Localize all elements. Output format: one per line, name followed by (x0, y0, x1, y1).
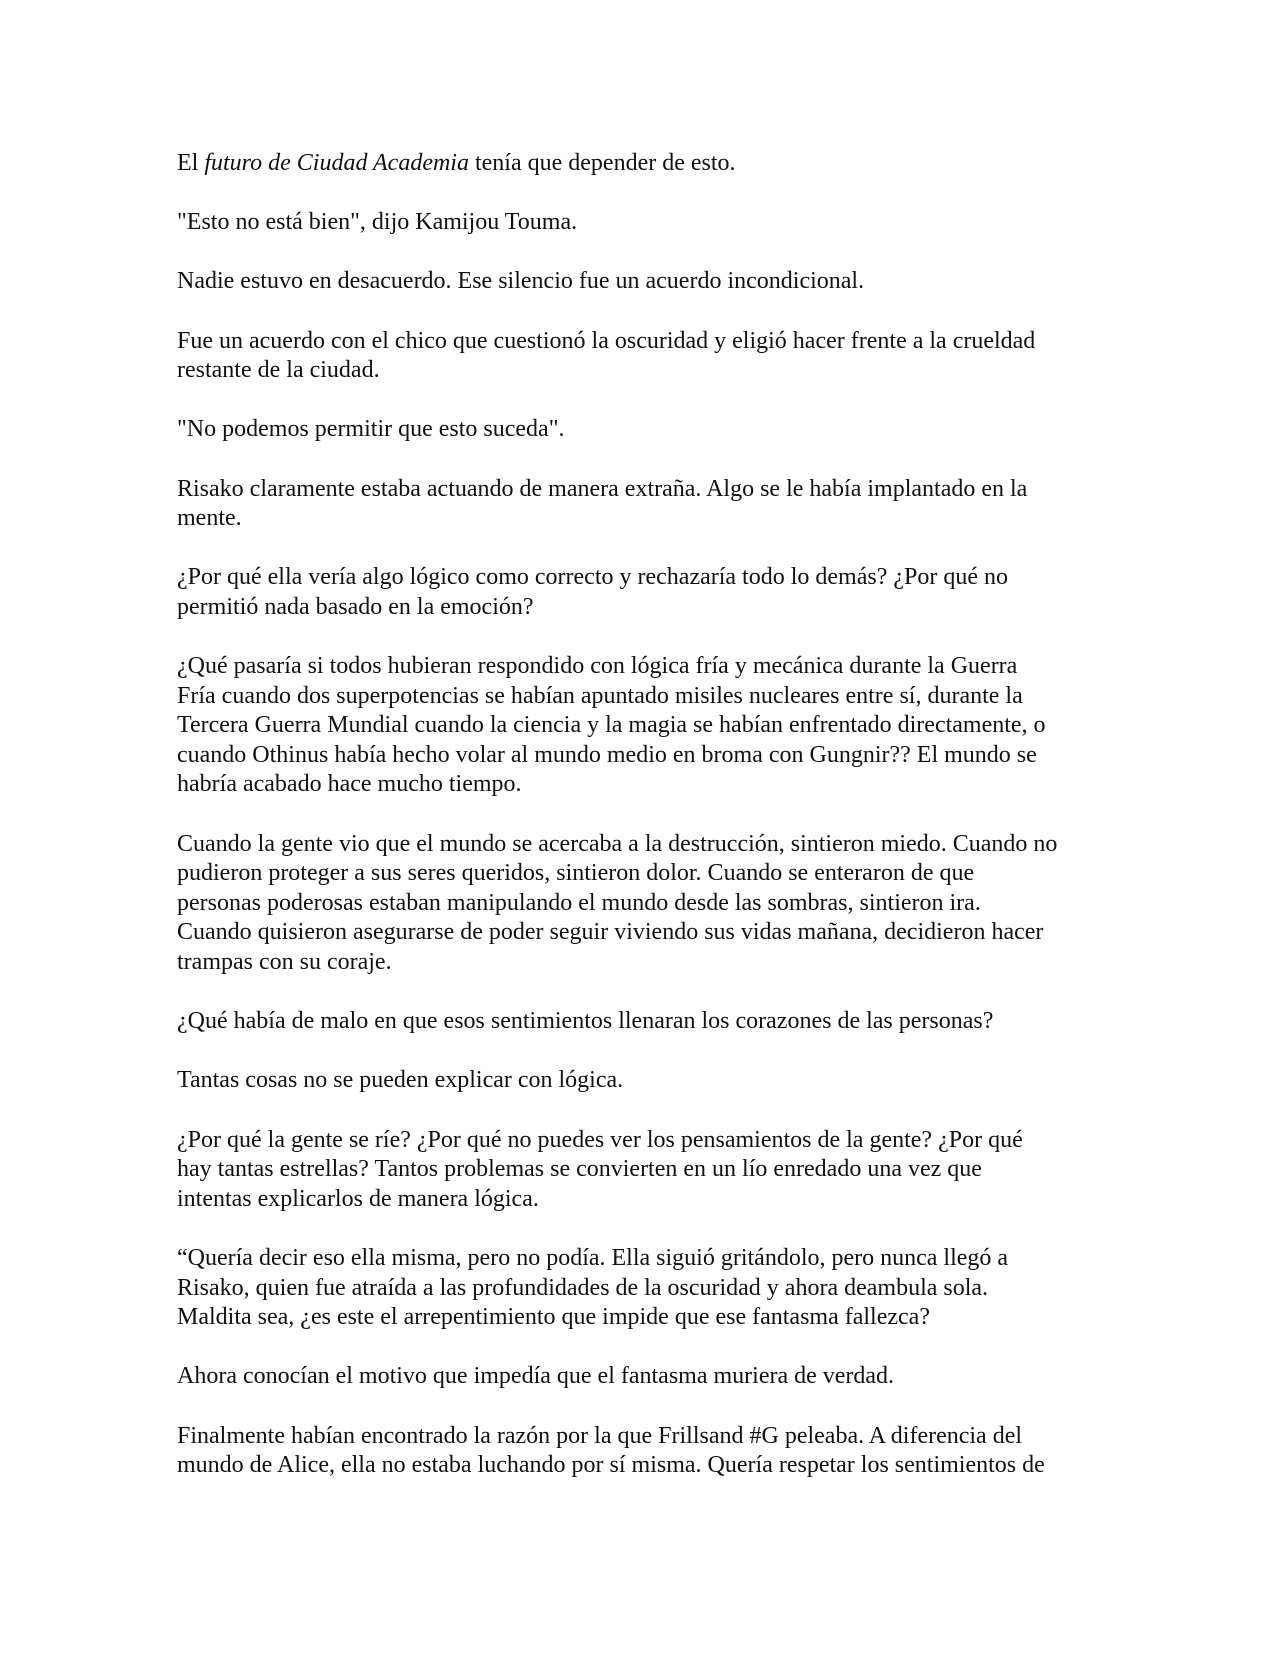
paragraph (177, 149, 1177, 179)
text-line: Cuando la gente vio que el mundo se acercaba a la destrucción, sintieron miedo. Cuando no (177, 830, 1058, 857)
text-line: permitió nada basado en la emoción? (177, 593, 534, 620)
text-line: Fue un acuerdo con el chico que cuestionó la oscuridad y eligió hacer frente a la crueldad (177, 327, 1036, 354)
text-line: habría acabado hace mucho tiempo. (177, 771, 522, 798)
text-line: ¿Qué pasaría si todos hubieran respondido con lógica fría y mecánica durante la Guerra (177, 653, 1018, 680)
text-line: Fría cuando dos superpotencias se habían apuntado misiles nucleares entre sí, durante la (177, 682, 1023, 709)
paragraph (177, 1422, 1177, 1481)
paragraph (177, 267, 1177, 297)
paragraph (177, 1066, 1177, 1096)
text-line: "Esto no está bien", dijo Kamijou Touma. (177, 209, 578, 236)
paragraph (177, 563, 1177, 622)
paragraph (177, 1007, 1177, 1037)
text-line: pudieron proteger a sus seres queridos, sintieron dolor. Cuando se enteraron de que (177, 860, 975, 887)
text-line: intentas explicarlos de manera lógica. (177, 1185, 539, 1212)
text-line: restante de la ciudad. (177, 357, 380, 384)
text-line: Finalmente habían encontrado la razón por la que Frillsand #G peleaba. A diferencia del (177, 1422, 1023, 1449)
paragraph (177, 1362, 1177, 1392)
paragraph (177, 415, 1177, 445)
text-line: "No podemos permitir que esto suceda". (177, 416, 565, 443)
text-line: cuando Othinus había hecho volar al mundo medio en broma con Gungnir?? El mundo se (177, 741, 1037, 768)
paragraph-list (177, 208, 1177, 1481)
text-line: hay tantas estrellas? Tantos problemas se convierten en un lío enredado una vez que (177, 1156, 982, 1183)
text-line: Tantas cosas no se pueden explicar con lógica. (177, 1067, 624, 1094)
text-line: Risako claramente estaba actuando de manera extraña. Algo se le había implantado en la (177, 475, 1028, 502)
paragraph (177, 327, 1177, 386)
paragraph (177, 208, 1177, 238)
paragraph (177, 830, 1177, 978)
paragraph (177, 475, 1177, 534)
paragraph (177, 1126, 1177, 1215)
text-line: ¿Qué había de malo en que esos sentimientos llenaran los corazones de las personas? (177, 1008, 994, 1035)
document-page (177, 149, 1177, 1510)
text-line: “Quería decir eso ella misma, pero no podía. Ella siguió gritándolo, pero nunca llegó a (177, 1244, 1009, 1271)
text-line: Cuando quisieron asegurarse de poder seguir viviendo sus vidas mañana, decidieron hacer (177, 919, 1044, 946)
text-line: Maldita sea, ¿es este el arrepentimiento que impide que ese fantasma fallezca? (177, 1304, 930, 1331)
paragraph (177, 1244, 1177, 1333)
text-line: Nadie estuvo en desacuerdo. Ese silencio fue un acuerdo incondicional. (177, 268, 865, 295)
text-line: Ahora conocían el motivo que impedía que el fantasma muriera de verdad. (177, 1363, 895, 1390)
italic-title: futuro de Ciudad Academia (204, 150, 469, 176)
text-line: mundo de Alice, ella no estaba luchando por sí misma. Quería respetar los sentimientos de (177, 1452, 1045, 1479)
text-line: Risako, quien fue atraída a las profundidades de la oscuridad y ahora deambula sola. (177, 1274, 989, 1301)
text-line (177, 149, 1177, 179)
text-run: El (177, 150, 205, 176)
text-line: mente. (177, 505, 242, 532)
text-line: personas poderosas estaban manipulando el mundo desde las sombras, sintieron ira. (177, 889, 981, 916)
text-line: ¿Por qué ella vería algo lógico como correcto y rechazaría todo lo demás? ¿Por qué no (177, 564, 1008, 591)
text-line: trampas con su coraje. (177, 949, 392, 976)
paragraph (177, 652, 1177, 800)
text-line: Tercera Guerra Mundial cuando la ciencia y la magia se habían enfrentado directamente, o (177, 712, 1046, 739)
text-line: ¿Por qué la gente se ríe? ¿Por qué no puedes ver los pensamientos de la gente? ¿Por qué (177, 1126, 1023, 1153)
text-run: tenía que depender de esto. (468, 150, 736, 176)
